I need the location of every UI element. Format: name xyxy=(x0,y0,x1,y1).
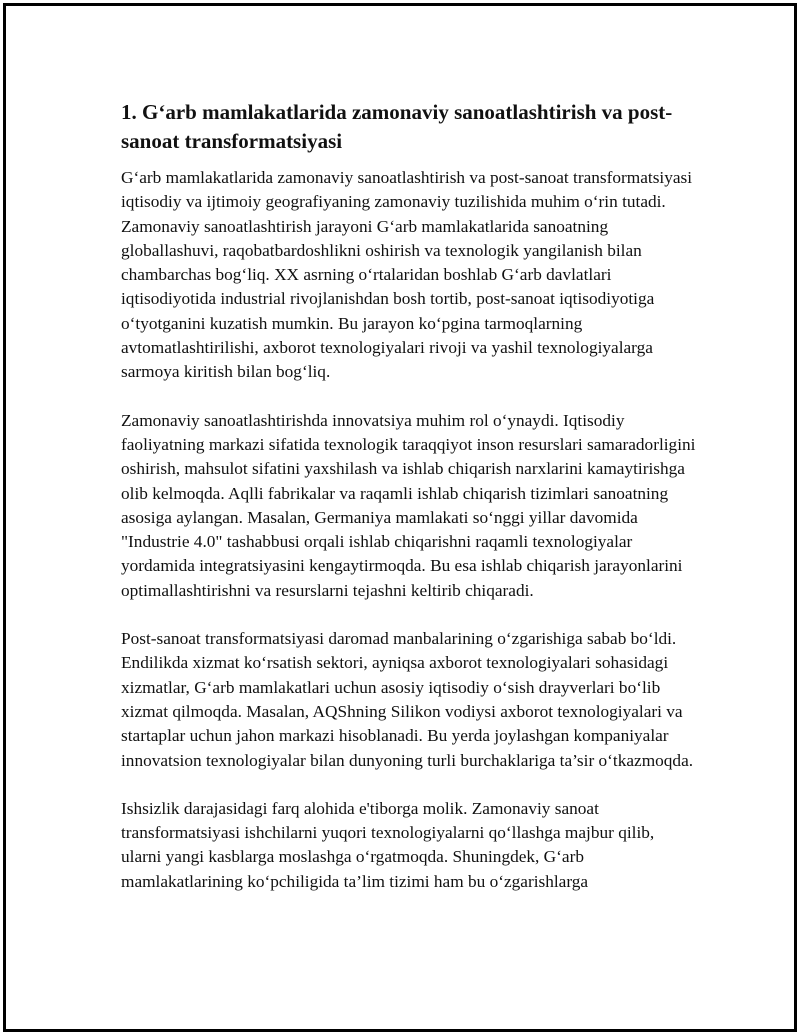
paragraph-2: Zamonaviy sanoatlashtirishda innovatsiya muhim rol o‘ynaydi. Iqtisodiy faoliyatning markazi sifatida texnologik taraqqiyot inson resurslari samaradorligini oshirish, mahsulot sifatini yaxshilash va ishlab chiqarish narxlarini kamaytirishga olib kelmoqda. Aqlli fabrikalar va raqamli ishlab chiqarish tizimlari sanoatning asosiga aylangan. Masalan, Germaniya mamlakati so‘nggi yillar davomida "Industrie 4.0" tashabbusi orqali ishlab chiqarishni raqamli texnologiyalar yordamida integratsiyasini kengaytirmoqda. Bu esa ishlab chiqarish jarayonlarini optimallashtirishni va resurslarni tejashni keltirib chiqaradi. xyxy=(121,410,696,600)
paragraph-1: G‘arb mamlakatlarida zamonaviy sanoatlashtirish va post-sanoat transformatsiyasi iqtisodiy va ijtimoiy geografiyaning zamonaviy tuzilishida muhim o‘rin tutadi. Zamonaviy sanoatlashtirish jarayoni G‘arb mamlakatlarida sanoatning globallashuvi, raqobatbardoshlikni oshirish va texnologik yangilanish bilan chambarchas bog‘liq. XX asrning o‘rtalaridan boshlab G‘arb davlatlari iqtisodiyotida industrial rivojlanishdan bosh tortib, post-sanoat iqtisodiyotiga o‘tyotganini kuzatish mumkin. Bu jarayon ko‘pgina tarmoqlarning avtomatlashtirilishi, axborot texnologiyalari rivoji va yashil texnologiyalarga sarmoya kiritish bilan bog‘liq. xyxy=(121,168,693,382)
paragraph-4: Ishsizlik darajasidagi farq alohida e'tiborga molik. Zamonaviy sanoat transformatsiyasi ishchilarni yuqori texnologiyalarni qo‘llashga majbur qilib, ularni yangi kasblarga moslashga o‘rgatmoqda. Shuningdek, G‘arb mamlakatlarining ko‘pchiligida ta’lim tizimi ham bu o‘zgarishlarga xyxy=(121,798,655,891)
document-body xyxy=(121,98,696,918)
paragraph-3: Post-sanoat transformatsiyasi daromad manbalarining o‘zgarishiga sabab bo‘ldi. Endilikda xizmat ko‘rsatish sektori, ayniqsa axborot texnologiyalari sohasidagi xizmatlar, G‘arb mamlakatlari uchun asosiy iqtisodiy o‘sish drayverlari bo‘lib xizmat qilmoqda. Masalan, AQShning Silikon vodiysi axborot texnologiyalari va startaplar uchun jahon markazi hisoblanadi. Bu yerda joylashgan kompaniyalar innovatsion texnologiyalar bilan dunyoning turli burchaklariga ta’sir o‘tkazmoqda. xyxy=(121,629,694,770)
section-heading: 1. G‘arb mamlakatlarida zamonaviy sanoatlashtirish va post-sanoat transformatsiyasi xyxy=(121,100,673,153)
page-frame xyxy=(3,3,797,1032)
